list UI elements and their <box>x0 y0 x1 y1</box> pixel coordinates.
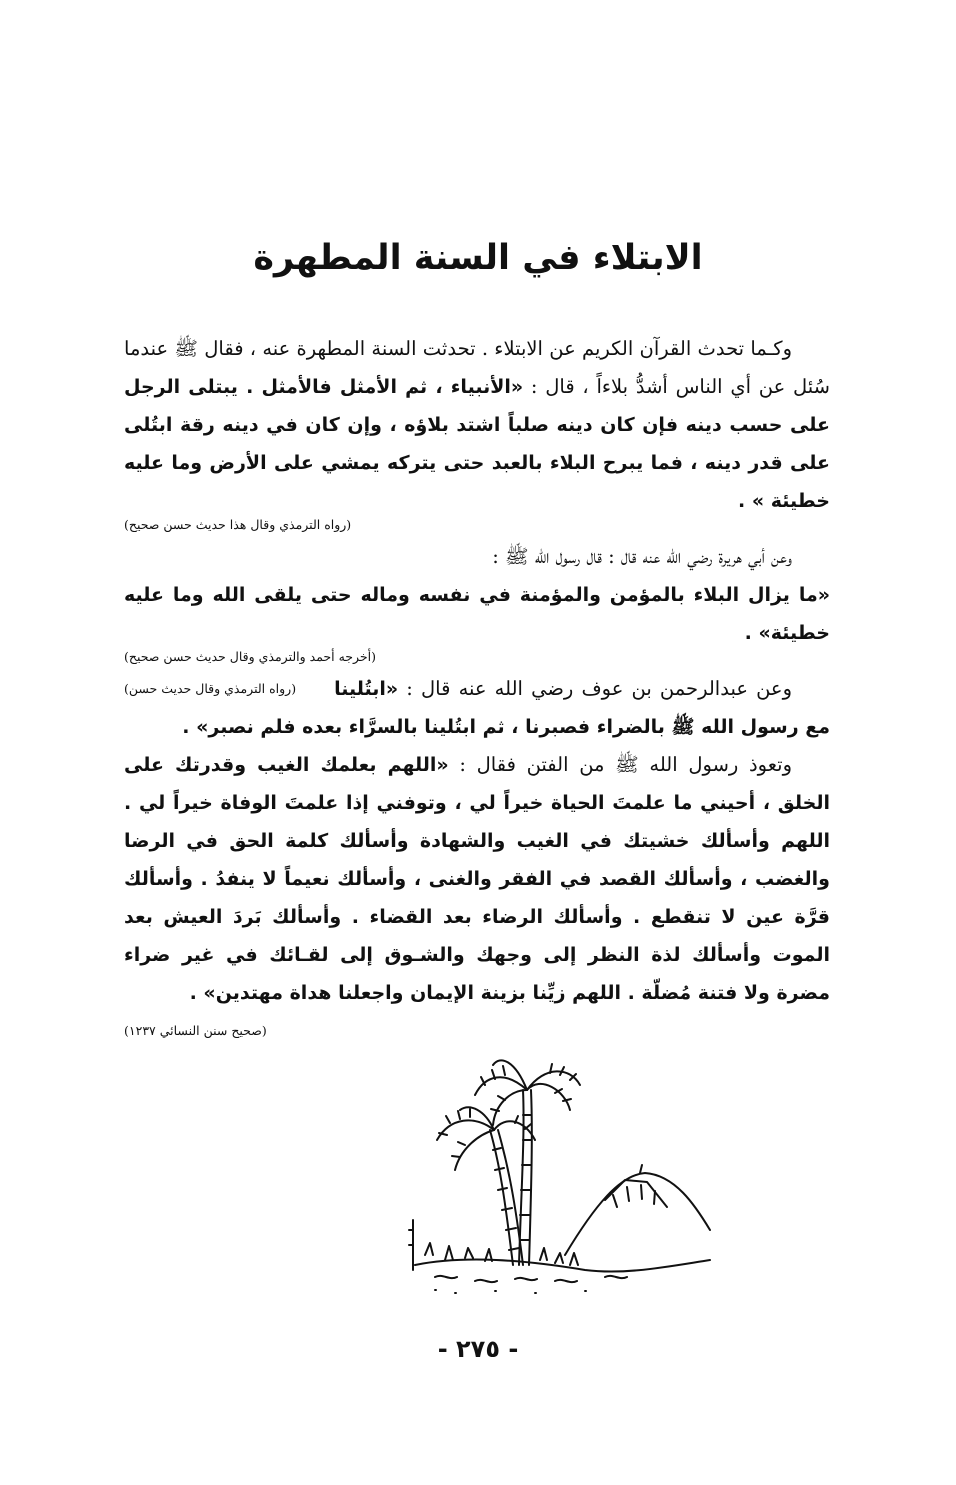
page-number: - ٢٧٥ - <box>437 1335 519 1363</box>
paragraph-3-intro: وعن عبدالرحمن بن عوف رضي الله عنه قال : <box>398 677 792 700</box>
paragraph-1-intro: وكـما تحدث القرآن الكريم عن الابتلاء . تحدثت السنة المطهرة عنه ، فقال ﷺ عندما سُئل عن أي الناس أشدُّ بلاءاً ، قال : <box>124 337 830 398</box>
paragraph-1 <box>124 330 830 520</box>
paragraph-4 <box>124 746 830 1038</box>
palm-trees-tent-drawing <box>405 1055 725 1295</box>
citation-3: (رواه الترمذي وقال حديث حسن) <box>124 681 297 696</box>
paragraph-2-quote: «ما يزال البلاء بالمؤمن والمؤمنة في نفسه وماله حتى يلقى الله وما عليه خطيئة» . <box>124 584 830 644</box>
paragraph-4-quote: «اللهم بعلمك الغيب وقدرتك على الخلق ، أحيني ما علمتَ الحياة خيراً لي ، وتوفني إذا علمتَ الوفاة خيراً لي . اللهم وأسألك خشيتك في الغيب والشهادة وأسألك كلمة الحق في الرضا والغضب ، وأسألك القصد في الفقر والغنى ، وأسألك نعيماً لا ينفدُ . وأسألك قرَّة عين لا تنقطع . وأسألك الرضاء بعد القضاء . وأسألك بَردَ العيش بعد الموت وأسألك لذة النظر إلى وجهك والشـوق إلى لقـائك في غير ضراء مضرة ولا فتنة مُضلّة . اللهم زيِّنا بزينة الإيمان واجعلنا هداة مهتدين» . <box>124 754 830 1004</box>
paragraph-2 <box>124 538 830 576</box>
paragraph-3 <box>124 670 830 746</box>
paragraph-2-quote-line <box>124 576 830 652</box>
page-title: الابتلاء في السنة المطهرة <box>253 238 703 278</box>
citation-1: (رواه الترمذي وقال هذا حديث حسن صحيح) <box>124 517 352 532</box>
paragraph-4-intro: وتعوذ رسول الله ﷺ من الفتن فقال : <box>448 753 792 776</box>
citation-2: (أخرجه أحمد والترمذي وقال حديث حسن صحيح) <box>124 649 376 664</box>
paragraph-2-intro: وعن أبي هريرة رضي الله عنه قال : قال رسول الله ﷺ : <box>492 545 792 568</box>
body-text <box>124 330 830 1050</box>
citation-4: (صحيح سنن النسائي ١٢٣٧) <box>124 1023 267 1038</box>
paragraph-3-quote: «ابتُلينا مع رسول الله ﷺ بالضراء فصبرنا ، ثم ابتُلينا بالسرَّاء بعده فلم نصبر» . <box>182 678 830 738</box>
paragraph-1-quote: «الأنبياء ، ثم الأمثل فالأمثل . يبتلى الرجل على حسب دينه فإن كان دينه صلباً اشتد بلاؤه ، وإن كان في دينه رقة ابتُلى على قدر دينه ، فما يبرح البلاء بالعبد حتى يتركه يمشي على الأرض وما عليه خطيئة » . <box>124 376 830 512</box>
